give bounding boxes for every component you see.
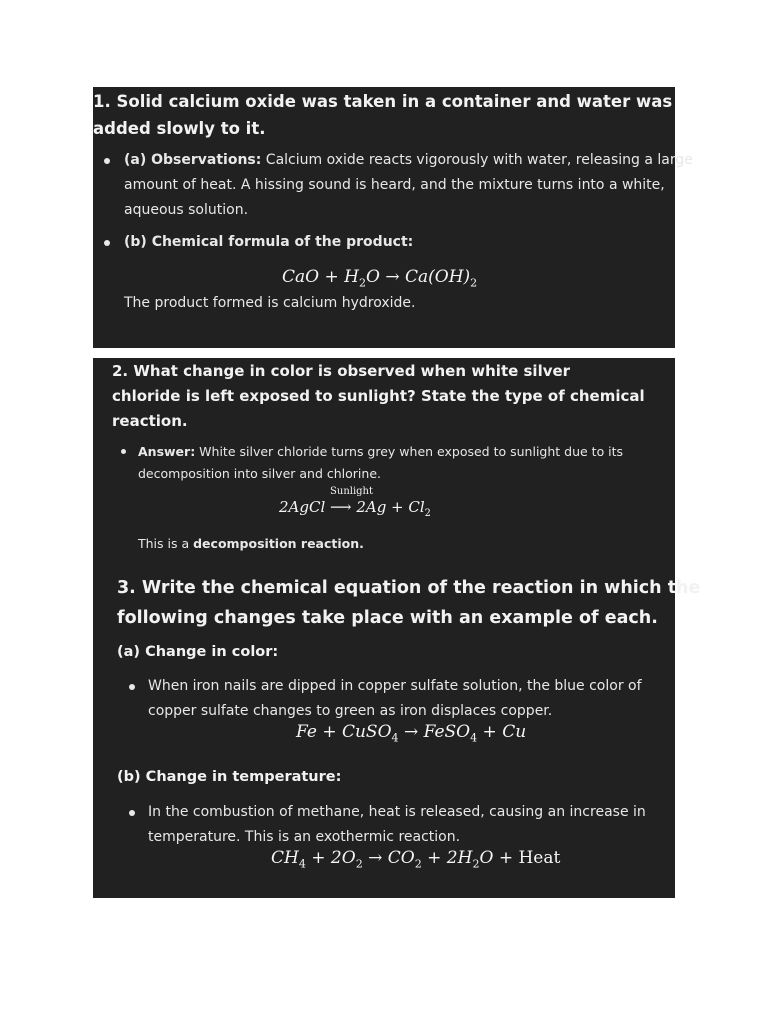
q1-title-line2: added slowly to it.	[93, 119, 266, 138]
q2-answer-text: White silver chloride turns grey when exposed to sunlight due to its	[195, 444, 624, 459]
q2-equation: 2AgCl Sunlight ⟶ $2Ag + Cl_2$	[279, 486, 431, 519]
q1-formula-label	[124, 230, 413, 255]
q2-reaction-type	[138, 533, 364, 555]
q3-title-line2: following changes take place with an example of each.	[117, 608, 658, 628]
q1-formula-label-text: (b) Chemical formula of the product:	[124, 234, 414, 250]
q1-observations-text: Calcium oxide reacts vigorously with water, releasing a large	[261, 152, 693, 168]
bullet-icon	[104, 240, 110, 246]
q2-answer-label: Answer:	[138, 444, 196, 459]
q1-observations-line1	[124, 148, 693, 173]
q3-a-heading: (a) Change in color:	[117, 644, 279, 660]
bullet-icon	[129, 684, 135, 690]
q3-a-line2: copper sulfate changes to green as iron displaces copper.	[148, 703, 553, 719]
q2-type-prefix: This is a	[138, 536, 194, 551]
bullet-icon	[129, 810, 135, 816]
q2-answer-line1	[138, 441, 623, 463]
bullet-icon	[121, 449, 126, 454]
q1-observations-line3: aqueous solution.	[124, 202, 249, 218]
q2-type-bold: decomposition reaction.	[193, 536, 364, 551]
q2-arrow-label: Sunlight	[330, 486, 374, 497]
q3-title-line1: 3. Write the chemical equation of the reaction in which the	[117, 578, 701, 598]
question-2-3-panel	[93, 358, 701, 898]
q2-title-line2: chloride is left exposed to sunlight? State the type of chemical	[112, 387, 645, 405]
q1-observations-line2: amount of heat. A hissing sound is heard, and the mixture turns into a white,	[124, 177, 665, 193]
q3-b-line2: temperature. This is an exothermic reaction.	[148, 829, 461, 845]
q1-observations-label: (a) Observations:	[124, 152, 262, 168]
bullet-icon	[104, 158, 110, 164]
q3-a-line1: When iron nails are dipped in copper sulfate solution, the blue color of	[148, 678, 642, 694]
q1-equation: CaO + $H_2O \to Ca(OH)_2$	[282, 267, 478, 290]
question-1-panel	[93, 87, 693, 348]
q3-b-line1: In the combustion of methane, heat is released, causing an increase in	[148, 804, 646, 820]
q2-title-line1: 2. What change in color is observed when white silver	[112, 362, 571, 380]
q1-product-text: The product formed is calcium hydroxide.	[124, 295, 416, 311]
q3-b-heading: (b) Change in temperature:	[117, 769, 342, 785]
q2-answer-line2: decomposition into silver and chlorine.	[138, 466, 381, 481]
q2-title-line3: reaction.	[112, 412, 188, 430]
q3-b-equation: $CH_4 + 2O_2 \to CO_2 + 2H_2O$ + Heat	[271, 848, 561, 871]
q3-a-equation: Fe + CuSO$_4$ → FeSO$_4$ + Cu	[296, 722, 527, 745]
q1-title-line1: 1. Solid calcium oxide was taken in a container and water was	[93, 92, 673, 111]
